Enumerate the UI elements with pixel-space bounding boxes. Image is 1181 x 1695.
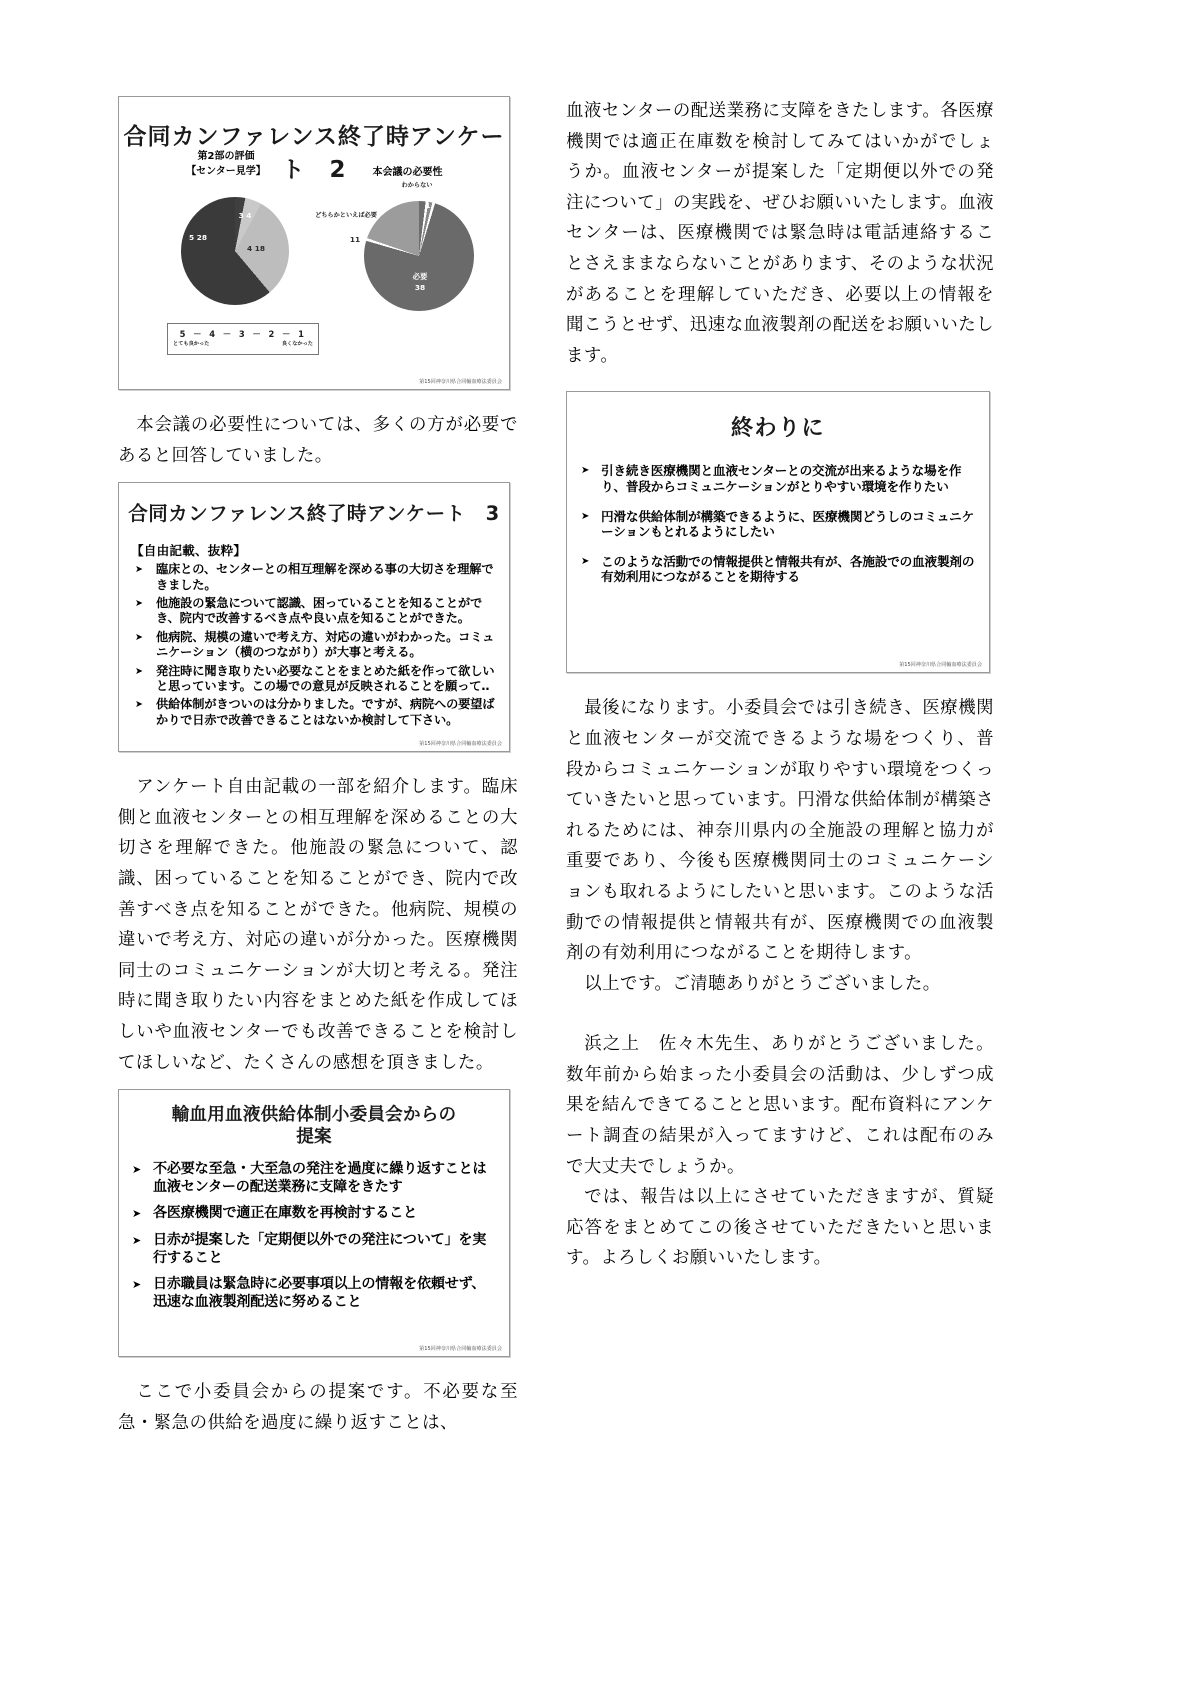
slide-footer: 第15回神奈川県合同輸血療法委員会 — [419, 741, 502, 748]
paragraph-after-questionnaire-3: アンケート自由記載の一部を紹介します。臨床側と血液センターとの相互理解を深めることの大切さを理解できた。他施設の緊急について、認識、困っていることを知ることができ、院内で改善すべき点を知ることができた。他病院、規模の違いで考え方、対応の違いが分かった。医療機関同士のコミュニケーションが大切と考える。発注時に聞き取りたい内容をまとめた紙を作成してほしいや血液センターでも改善できることを検討してほしいなど、たくさんの感想を頂きました。 — [118, 777, 518, 1073]
slide-conclusion-title: 終わりに — [730, 416, 825, 442]
pie-right-label-needed: 必要 — [412, 272, 428, 281]
rating-scale-legend — [167, 323, 319, 355]
pie-right-label-unknown: わからない — [401, 182, 433, 189]
pie-right-value-needed: 38 — [414, 283, 426, 292]
list-item: ➤ 引き続き医療機関と血液センターとの交流が出来るような場を作り、普段からコミュニケーションがとりやすい環境を作りたい — [579, 463, 976, 494]
proposal-list — [119, 1161, 509, 1311]
list-item: ➤ 円滑な供給体制が構築できるように、医療機関どうしのコミュニケーションもとれるようにしたい — [579, 509, 976, 540]
list-item: ➤ 供給体制がきついのは分かりました。ですが、病院への要望ばかりで日赤で改善できることはないか検討して下さい。 — [131, 697, 499, 728]
list-item: ➤ 各医療機関で適正在庫数を再検討すること — [130, 1205, 497, 1223]
paragraph-after-proposal: ここで小委員会からの提案です。不必要な至急・緊急の供給を過度に繰り返すことは、 — [118, 1382, 518, 1433]
slide-anq3-title: 合同カンファレンス終了時アンケート 3 — [128, 502, 500, 526]
slide-footer: 第15回神奈川県合同輸血療法委員会 — [899, 662, 982, 669]
slide-conclusion — [566, 391, 990, 673]
paragraph-after-conclusion: 最後になります。小委員会では引き続き、医療機関と血液センターが交流できるような場をつくり、普段からコミュニケーションが取りやすい環境をつくっていきたいと思っています。円滑な供給体制が構築されるためには、神奈川県内の全施設の理解と協力が重要であり、今後も医療機関同士のコミュニケーションも取れるようにしたいと思います。このような活動での情報提供と情報共有が、医療機関での血液製剤の有効利用につながることを期待します。 — [566, 698, 994, 964]
list-item: ➤ 他病院、規模の違いで考え方、対応の違いがわかった。コミュニケーション（横のつながり）が大事と考える。 — [131, 630, 499, 661]
pie-chart-area — [119, 149, 509, 379]
paragraph-speaker-comment: 浜之上 佐々木先生、ありがとうございました。数年前から始まった小委員会の活動は、少しずつ成果を結んできてることと思います。配布資料にアンケート調査の結果が入ってますけど、これは配布のみで大丈夫でしょうか。 — [566, 1034, 994, 1177]
list-item: ➤ 臨床との、センターとの相互理解を深める事の大切さを理解できました。 — [131, 562, 499, 593]
pie-left-heading — [141, 149, 311, 179]
slide-proposal-title-line1: 輸血用血液供給体制小委員会からの — [171, 1105, 457, 1126]
free-comment-list — [119, 562, 509, 728]
pie-right-label-somewhat: どちらかといえば必要 — [315, 212, 377, 219]
slide-footer: 第15回神奈川県合同輸血療法委員会 — [419, 379, 502, 385]
rating-scale-numbers: 5 － 4 － 3 － 2 － 1 — [179, 329, 307, 339]
slide-proposal-title-line2: 提案 — [296, 1127, 332, 1148]
pie-right-value-unknown: 1 — [425, 201, 431, 210]
list-item: ➤ 日赤職員は緊急時に必要事項以上の情報を依頼せず、迅速な血液製剤配送に努めること — [130, 1276, 497, 1311]
rating-scale-left-label: とても良かった — [173, 341, 210, 347]
pie-left-slice-3-label: 3 4 — [238, 211, 252, 220]
pie-left-slice-5-label: 5 28 — [188, 233, 207, 242]
list-item: ➤ 日赤が提案した「定期便以外での発注について」を実行すること — [130, 1232, 497, 1267]
slide-subcommittee-proposal — [118, 1089, 510, 1357]
free-comment-heading: 【自由記載、抜粋】 — [131, 543, 247, 559]
pie-left-heading-line1: 第2部の評価 — [197, 151, 255, 162]
list-item: ➤ 発注時に聞き取りたい必要なことをまとめた紙を作って欲しいと思っています。この場での意見が反映されることを願って‥ — [131, 664, 499, 695]
slide-proposal-title — [119, 1104, 509, 1148]
pie-left-slice-4-label: 4 18 — [246, 244, 265, 253]
pie-chart-meeting-necessity — [364, 201, 474, 311]
slide-questionnaire-3 — [118, 482, 510, 752]
paragraph-right-top: 血液センターの配送業務に支障をきたします。各医療機関では適正在庫数を検討してみてはいかがでしょうか。血液センターが提案した「定期便以外での発注について」の実践を、ぜひお願いいたします。血液センターは、医療機関では緊急時は電話連絡することさえままならないことがあります、そのような状況があることを理解していただき、必要以上の情報を聞こうとせず、迅速な血液製剤の配送をお願いいたします。 — [566, 101, 994, 366]
conclusion-list — [567, 463, 989, 585]
pie-right-value-somewhat: 11 — [349, 235, 361, 244]
pie-left-heading-line2: 【センター見学】 — [186, 166, 266, 177]
rating-scale-right-label: 良くなかった — [281, 341, 313, 347]
slide-footer: 第15回神奈川県合同輸血療法委員会 — [419, 1346, 502, 1353]
list-item: ➤ 他施設の緊急について認識、困っていることを知ることができ、院内で改善するべき点や良い点を知ることができた。 — [131, 596, 499, 627]
paragraph-final: では、報告は以上にさせていただきますが、質疑応答をまとめてこの後させていただきたいと思います。よろしくお願いいたします。 — [566, 1187, 994, 1269]
pie-right-heading: 本会議の必要性 — [372, 167, 443, 178]
list-item: ➤ このような活動での情報提供と情報共有が、各施設での血液製剤の有効利用につながることを期待する — [579, 554, 976, 585]
paragraph-closing: 以上です。ご清聴ありがとうございました。 — [584, 973, 941, 994]
paragraph-after-questionnaire-2: 本会議の必要性については、多くの方が必要であると回答していました。 — [118, 415, 518, 466]
slide-questionnaire-2 — [118, 96, 510, 390]
list-item: ➤ 不必要な至急・大至急の発注を過度に繰り返すことは血液センターの配送業務に支障をきたす — [130, 1161, 497, 1196]
slide-anq2-title: 合同カンファレンス終了時アンケート 2 — [123, 124, 505, 183]
left-column — [118, 96, 518, 1438]
right-column — [566, 96, 994, 1274]
